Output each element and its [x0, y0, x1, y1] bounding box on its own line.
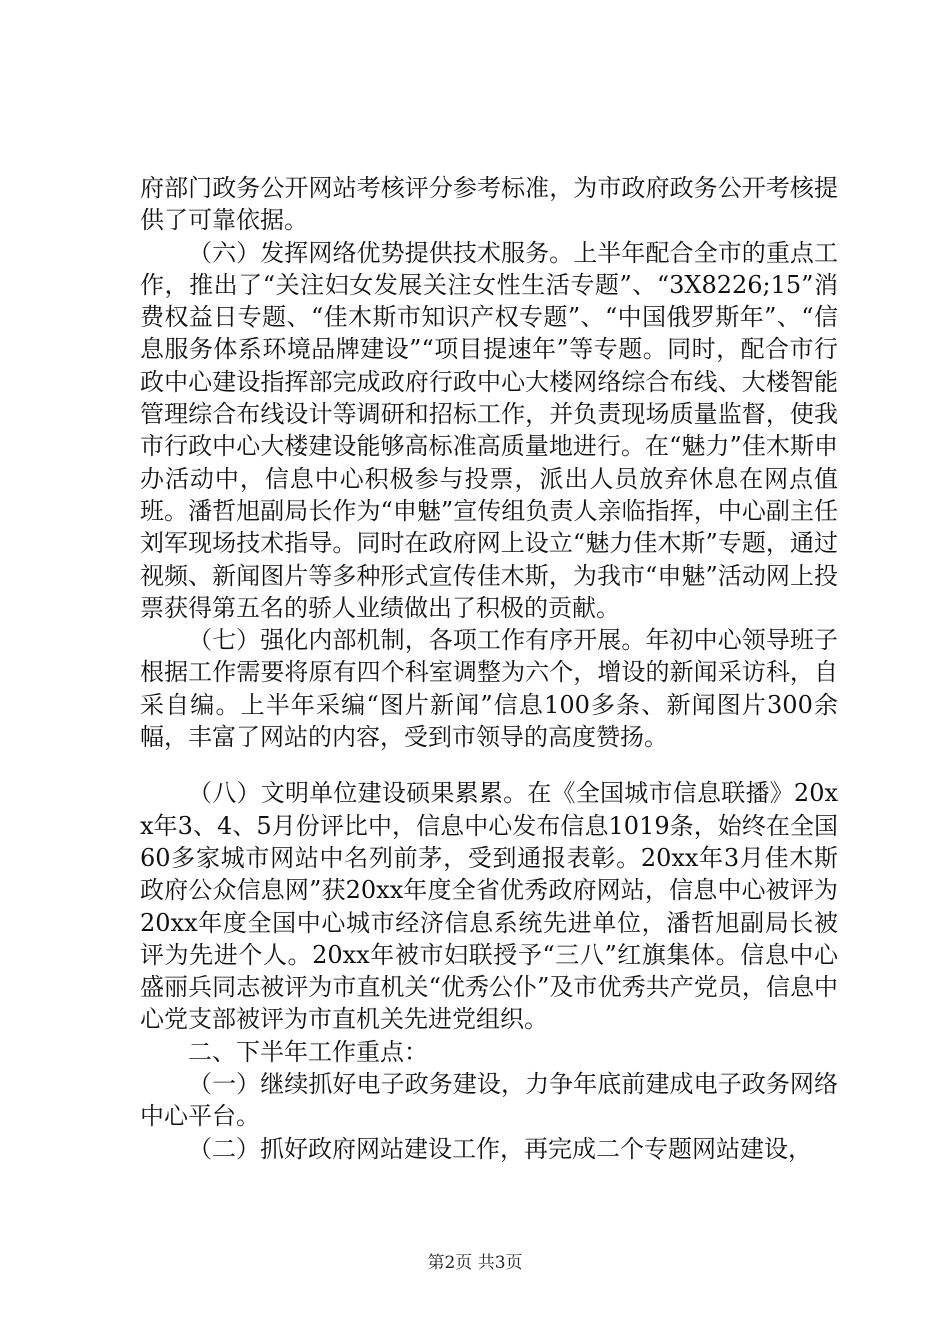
paragraph-item-1: （一）继续抓好电子政务建设，力争年底前建成电子政务网络中心平台。	[140, 1070, 838, 1131]
paragraph-section-6: （六）发挥网络优势提供技术服务。上半年配合全市的重点工作，推出了“关注妇女发展关注女性生活专题”、“3X8226;15”消费权益日专题、“佳木斯市知识产权专题”、“中国俄罗斯年”、“信息服务体系环境品牌建设”“项目提速年”等专题。同时，配合市行政中心建设指挥部完成政府行政中心大楼网络综合布线、大楼智能管理综合布线设计等调研和招标工作，并负责现场质量监督，使我市行政中心大楼建设能够高标准高质量地进行。在“魅力”佳木斯申办活动中，信息中心积极参与投票，派出人员放弃休息在网点值班。潘哲旭副局长作为“申魅”宣传组负责人亲临指挥，中心副主任刘军现场技术指导。同时在政府网上设立“魅力佳木斯”专题，通过视频、新闻图片等多种形式宣传佳木斯，为我市“申魅”活动网上投票获得第五名的骄人业绩做出了积极的贡献。	[140, 238, 838, 622]
paragraph-item-2: （二）抓好政府网站建设工作，再完成二个专题网站建设，	[188, 1134, 812, 1163]
paragraph-section-8: （八）文明单位建设硕果累累。在《全国城市信息联播》20xx年3、4、5月份评比中，信息中心发布信息1019条，始终在全国60多家城市网站中名列前茅，受到通报表彰。20xx年3月佳木斯政府公众信息网”获20xx年度全省优秀政府网站，信息中心被评为20xx年度全国中心城市经济信息系统先进单位，潘哲旭副局长被评为先进个人。20xx年被市妇联授予“三八”红旗集体。信息中心盛丽兵同志被评为市直机关“优秀公仆”及市优秀共产党员，信息中心党支部被评为市直机关先进党组织。	[140, 779, 838, 1034]
paragraph-section-7: （七）强化内部机制，各项工作有序开展。年初中心领导班子根据工作需要将原有四个科室调整为六个，增设的新闻采访科，自采自编。上半年采编“图片新闻”信息100多条、新闻图片300余幅，丰富了网站的内容，受到市领导的高度赞扬。	[140, 626, 838, 752]
page-footer: 第2页 共3页	[427, 1253, 523, 1273]
section-heading-second-half: 二、下半年工作重点：	[188, 1037, 428, 1066]
paragraph-continuation: 府部门政务公开网站考核评分参考标准，为市政府政务公开考核提供了可靠依据。	[140, 174, 838, 235]
